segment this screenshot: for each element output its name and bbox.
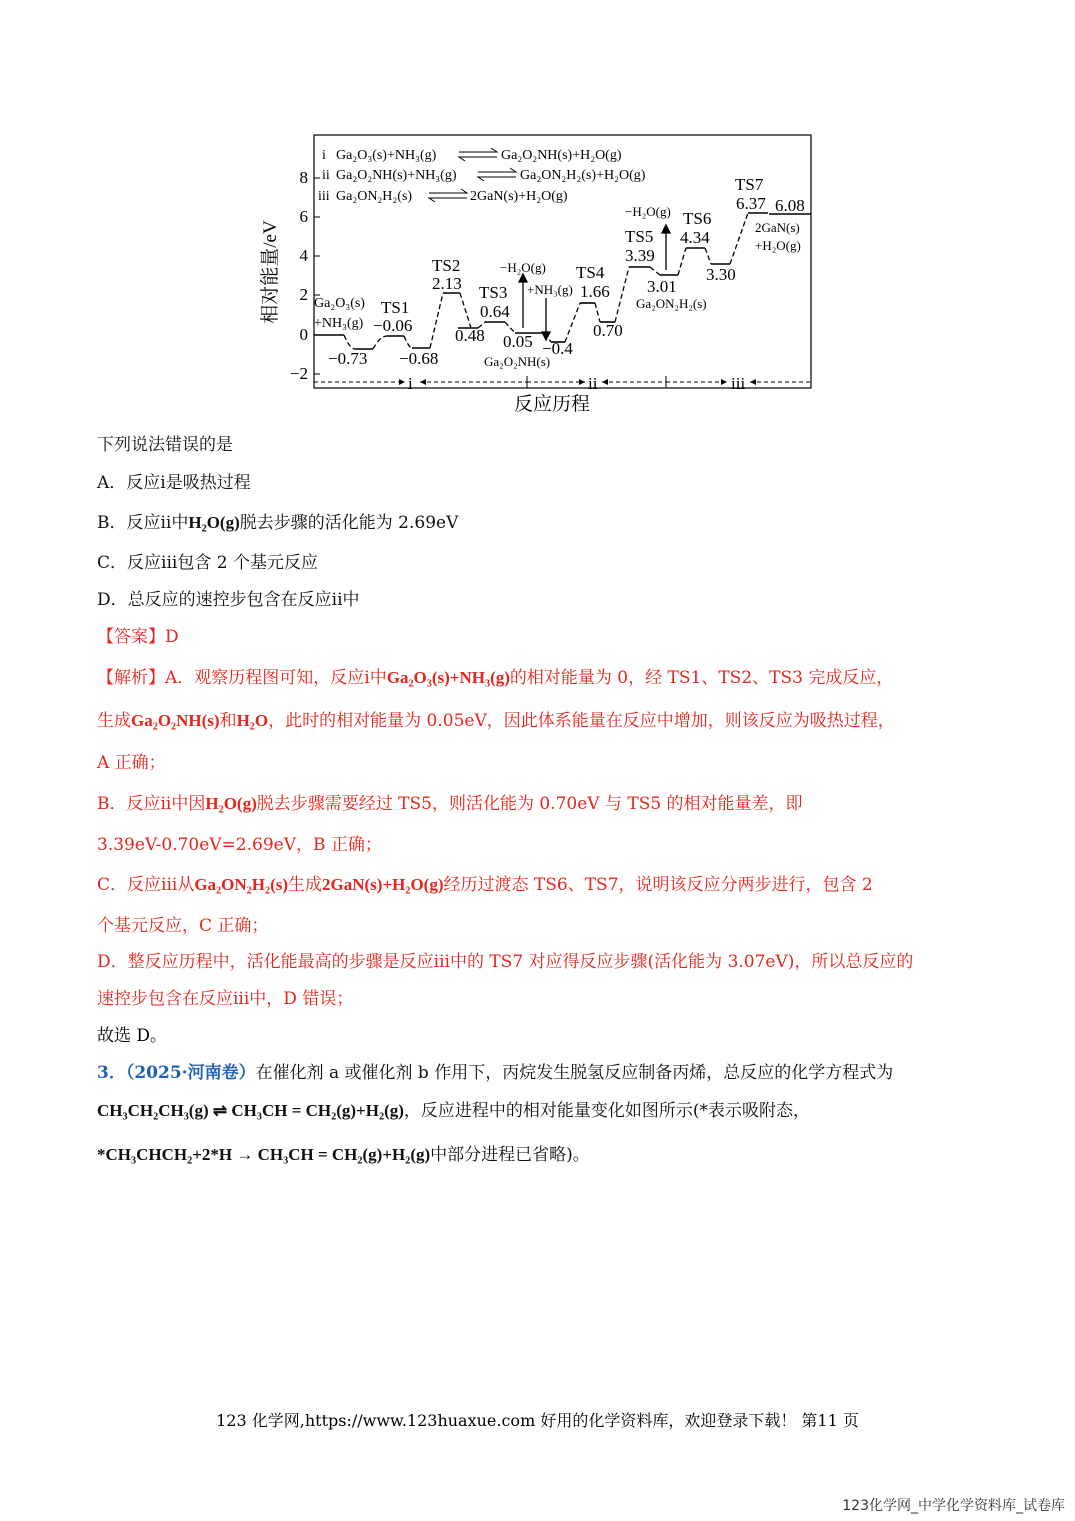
reaction-ii-right: Ga₂ON₂H₂(s)+H₂O(g)	[520, 168, 646, 183]
page-footer: 123 化学网,https://www.123huaxue.com 好用的化学资料库，欢迎登录下载！ 第11 页	[216, 1411, 859, 1430]
analysis-line-9: 速控步包含在反应iii中，D 错误；	[97, 989, 354, 1009]
option-c: C．反应iii包含 2 个基元反应	[97, 553, 318, 573]
analysis-line-3: A 正确；	[97, 753, 166, 773]
y-tick: 6	[299, 207, 308, 226]
ts-label: TS6	[683, 209, 712, 228]
well-value: 0.05	[503, 332, 533, 351]
analysis-chem: H₂O	[236, 711, 269, 730]
analysis-text: 脱去步骤需要经过 TS5，则活化能为 0.70eV 与 TS5 的相对能量差，即	[256, 794, 803, 814]
q3-text: ，反应进程中的相对能量变化如图所示(*表示吸附态，	[403, 1101, 811, 1121]
option-b-post: 脱去步骤的活化能为 2.69eV	[239, 513, 459, 533]
ts-label: TS3	[479, 283, 508, 302]
y-axis-label: 相对能量/eV	[260, 220, 281, 324]
ts-value: 6.37	[736, 194, 766, 213]
y-tick: 8	[299, 168, 308, 187]
note-product: 2GaN(s)	[755, 220, 800, 235]
start-species-1: Ga₂O₃(s)	[314, 296, 365, 311]
option-b-pre: B．反应ii中	[97, 513, 189, 533]
option-b	[97, 508, 458, 533]
reaction-iii-left: Ga₂ON₂H₂(s)	[336, 189, 413, 204]
note-ga2o2nh: Ga₂O₂NH(s)	[484, 354, 551, 369]
analysis-line-6	[97, 870, 873, 895]
analysis-text: 经历过渡态 TS6、TS7，说明该反应分两步进行，包含 2	[443, 875, 873, 895]
analysis-line-1	[97, 663, 893, 688]
conclusion: 故选 D。	[97, 1026, 168, 1046]
stage-label: i	[408, 374, 413, 393]
analysis-chem: Ga₂ON₂H₂(s)	[194, 875, 289, 894]
analysis-line-4	[97, 789, 803, 814]
ts-value: 3.39	[625, 246, 655, 265]
q3-line-2	[97, 1096, 810, 1121]
note-minus-h2o: −H₂O(g)	[625, 204, 671, 219]
option-b-chem: H₂O(g)	[188, 513, 240, 532]
analysis-text: B．反应ii中因	[97, 794, 206, 814]
answer-label: 【答案】D	[97, 627, 179, 647]
analysis-text: C．反应iii从	[97, 875, 195, 895]
analysis-text: 生成	[288, 875, 323, 895]
well-value: −0.4	[542, 339, 573, 358]
stage-label: iii	[731, 374, 746, 393]
analysis-line-7: 个基元反应，C 正确；	[97, 916, 269, 936]
y-ticks	[290, 168, 309, 383]
x-axis-label: 反应历程	[513, 394, 591, 415]
well-value: 0.70	[593, 321, 623, 340]
ts-label: TS5	[625, 227, 654, 246]
well-value: 0.48	[455, 326, 485, 345]
q3-equation: CH₃CH₂CH₃(g) ⇌ CH₃CH = CH₂(g)+H₂(g)	[97, 1101, 404, 1120]
y-tick: 0	[299, 325, 308, 344]
q3-source: （2025·河南卷）	[125, 1063, 256, 1083]
reaction-i-left: Ga₂O₃(s)+NH₃(g)	[336, 148, 437, 163]
ts-value: 2.13	[432, 274, 462, 293]
analysis-line-8: D．整反应历程中，活化能最高的步骤是反应iii中的 TS7 对应得反应步骤(活化能为 3.07eV)，所以总反应的	[97, 952, 914, 972]
analysis-text: 的相对能量为 0，经 TS1、TS2、TS3 完成反应，	[509, 668, 894, 688]
watermark: 123化学网_中学化学资料库_试卷库	[842, 1498, 1065, 1514]
analysis-chem: Ga₂O₂NH(s)	[131, 711, 220, 730]
well-value: 3.30	[706, 265, 736, 284]
q3-number: 3．	[97, 1063, 126, 1083]
note-product: +H₂O(g)	[755, 238, 801, 253]
reaction-ii-num: ii	[322, 168, 330, 183]
stage-label: ii	[588, 374, 598, 393]
analysis-chem: H₂O(g)	[205, 794, 257, 813]
y-tick: −2	[289, 364, 308, 383]
option-a: A．反应i是吸热过程	[97, 473, 251, 493]
analysis-text: ，此时的相对能量为 0.05eV，因此体系能量在反应中增加，则该反应为吸热过程，	[268, 711, 895, 731]
y-tick: 2	[299, 285, 308, 304]
energy-profile-figure	[0, 0, 1075, 420]
q3-text: 中部分进程已省略)。	[430, 1145, 590, 1165]
reaction-iii-num: iii	[318, 189, 330, 204]
reaction-ii-left: Ga₂O₂NH(s)+NH₃(g)	[336, 168, 457, 183]
note-plus-nh3: +NH₃(g)	[527, 282, 573, 297]
ts-label: TS1	[381, 298, 410, 317]
y-tick: 4	[299, 246, 308, 265]
ts-value: 0.64	[480, 302, 510, 321]
analysis-chem: Ga₂O₃(s)+NH₃(g)	[386, 668, 510, 687]
start-species-2: +NH₃(g)	[314, 316, 364, 331]
analysis-chem: 2GaN(s)+H₂O(g)	[322, 875, 444, 894]
q3-text: 在催化剂 a 或催化剂 b 作用下，丙烷发生脱氢反应制备丙烯，总反应的化学方程式为	[255, 1063, 894, 1083]
well-value: −0.73	[328, 349, 368, 368]
q3-equation: *CH₃CHCH₂+2*H → CH₃CH = CH₂(g)+H₂(g)	[97, 1145, 431, 1164]
option-d: D．总反应的速控步包含在反应ii中	[97, 590, 360, 610]
reaction-i-num: i	[322, 148, 326, 163]
question-stem: 下列说法错误的是	[97, 435, 233, 455]
analysis-text: 【解析】A．观察历程图可知，反应i中	[97, 668, 387, 688]
reaction-i-right: Ga₂O₂NH(s)+H₂O(g)	[501, 148, 622, 163]
analysis-line-5: 3.39eV-0.70eV=2.69eV，B 正确；	[97, 835, 382, 855]
q3-line-3	[97, 1140, 590, 1165]
ts-value: −0.06	[373, 316, 413, 335]
ts-label: TS7	[735, 175, 764, 194]
q3-line-1	[97, 1058, 893, 1083]
note-minus-h2o: −H₂O(g)	[500, 260, 546, 275]
reaction-equations	[318, 148, 646, 204]
well-value: 6.08	[775, 196, 805, 215]
ts-value: 4.34	[680, 228, 710, 247]
well-value: −0.68	[399, 349, 439, 368]
ts-label: TS4	[576, 263, 605, 282]
reaction-iii-right: 2GaN(s)+H₂O(g)	[470, 189, 568, 204]
well-value: 3.01	[647, 277, 677, 296]
analysis-text: 和	[219, 711, 237, 731]
ts-value: 1.66	[580, 282, 610, 301]
note-ga2on2h2: Ga₂ON₂H₂(s)	[636, 296, 707, 311]
analysis-text: 生成	[97, 711, 131, 731]
analysis-line-2	[97, 706, 895, 731]
ts-label: TS2	[432, 256, 461, 275]
